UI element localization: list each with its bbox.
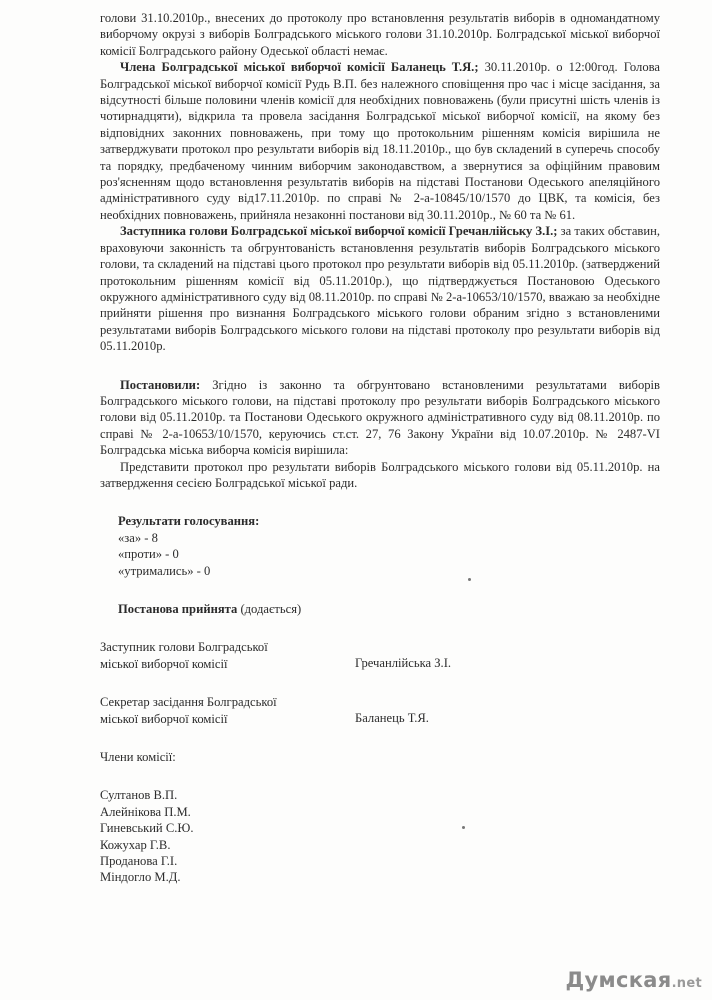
spacer (100, 727, 660, 749)
vote-for: «за» - 8 (118, 530, 158, 545)
resolution-adopted (118, 601, 660, 617)
signature-name: Гречанлійська З.І. (355, 656, 452, 671)
spacer (100, 672, 660, 694)
paragraph-intro: голови 31.10.2010р., внесених до протоколу про встановлення результатів виборів в одномандатному виборчому окрузі з виборів Болградського міського голови 31.10.2010р. Болградської міської виборчої комісії Болградського району Одеської області немає. (100, 11, 660, 58)
paragraph-resolved (100, 377, 660, 459)
voting-results (118, 513, 660, 579)
signature-title-line: міської виборчої комісії (100, 711, 228, 726)
member-name: Проданова Г.І. (100, 854, 178, 869)
spacer (100, 491, 660, 513)
member-name: Султанов В.П. (100, 788, 178, 803)
spacer (100, 765, 660, 787)
spacer (100, 617, 660, 639)
signature-title (100, 639, 355, 672)
members-title: Члени комісії: (100, 750, 176, 765)
paragraph-heading: Постановили: (120, 377, 201, 392)
paragraph-heading: Члена Болградської міської виборчої комісії Баланець Т.Я.; (120, 60, 479, 75)
vote-against: «проти» - 0 (118, 547, 179, 562)
spacer (100, 355, 660, 377)
members-list (100, 787, 660, 885)
vote-abstained: «утримались» - 0 (118, 563, 211, 578)
paragraph-heading: Заступника голови Болградської міської виборчої комісії Гречанлійську З.І.; (120, 224, 558, 239)
paragraph-text: за таких обставин, враховуючи законність та обгрунтованість встановлення результатів виборів Болградського міського голови, та складений на підставі цього протокол про результати виборів від 05.11.2010р. (затверджений протокольним рішенням комісії від 05.11.2010р.), що підтверджується Постановою Одеського окружного адміністративного суду від 08.11.2010р. по справі № 2-а-10653/10/1570, вважаю за необхідне прийняти рішення про визнання Болградського міського голови обраним згідно з встановленими результатами виборів Болградського міського голови на підставі протоколу про результати виборів від 05.11.2010р. (100, 224, 661, 354)
member-name: Гиневський С.Ю. (100, 821, 194, 836)
signature-title-line: Секретар засідання Болградської (100, 695, 277, 710)
signature-deputy (100, 639, 660, 672)
paragraph-member-baranets (100, 59, 660, 223)
paragraph-text: Згідно із законно та обгрунтовано встановленими результатами виборів Болградського міського голови, на підставі протоколу про результати виборів Болградського міського голови від 05.11.2010р. та Постанови Одеського окружного адміністративного суду від 08.11.2010р. по справі № 2-а-10653/10/1570, керуючись ст.ст. 27, 76 Закону України від 10.07.2010р. № 2487-VI Болградська міська виборча комісія вирішила: (100, 377, 660, 458)
member-name: Міндогло М.Д. (100, 870, 181, 885)
adopted-heading: Постанова прийнята (118, 602, 238, 616)
signature-title (100, 694, 355, 727)
member-name: Кожухар Г.В. (100, 837, 171, 852)
signature-secretary (100, 694, 660, 727)
document-body (100, 10, 660, 886)
paragraph-decision: Представити протокол про результати виборів Болградського міського голови від 05.11.2010р. на затвердження сесією Болградської міської ради. (100, 459, 660, 490)
paragraph-text: 30.11.2010р. о 12:00год. Голова Болградської міської виборчої комісії Рудь В.П. без належного сповіщення про час і місце засідання, за відсутності більше половини членів комісії для необхідних повноважень (були присутні шість членів із чотирнадцяти), відкрила та провела засідання Болградської міської виборчої комісії, на якому без відповідних законних повноважень, при тому що протокольним рішенням комісія вирішила не затверджувати протокол про результати виборів від 18.11.2010р., що був складений в суперечь способу та порядку, предбаченому чинним виборчим законодавством, а звернутися за офіційним правовим роз'ясненням щодо встановлення результатів виборів на підставі Постанови Одеського апеляційного адміністративного суду від17.11.2010р. по справі № 2-а-10845/10/1570 до ЦВК, та комісія, без необхідних повноважень, прийняла незаконні постанови від 30.11.2010р., № 60 та № 61. (100, 60, 660, 222)
signature-title-line: Заступник голови Болградської (100, 640, 268, 655)
spacer (100, 579, 660, 601)
scan-speck (468, 578, 471, 581)
scan-speck (462, 826, 465, 829)
signature-title-line: міської виборчої комісії (100, 656, 228, 671)
watermark-logo (566, 968, 702, 992)
watermark-brand: Думская (565, 968, 672, 992)
signature-name: Баланець Т.Я. (355, 711, 429, 726)
watermark-suffix: .net (671, 976, 702, 991)
member-name: Алейнікова П.М. (100, 804, 191, 819)
adopted-note: (додається) (237, 602, 302, 616)
paragraph-deputy-chair (100, 223, 660, 354)
voting-title: Результати голосування: (118, 514, 260, 529)
